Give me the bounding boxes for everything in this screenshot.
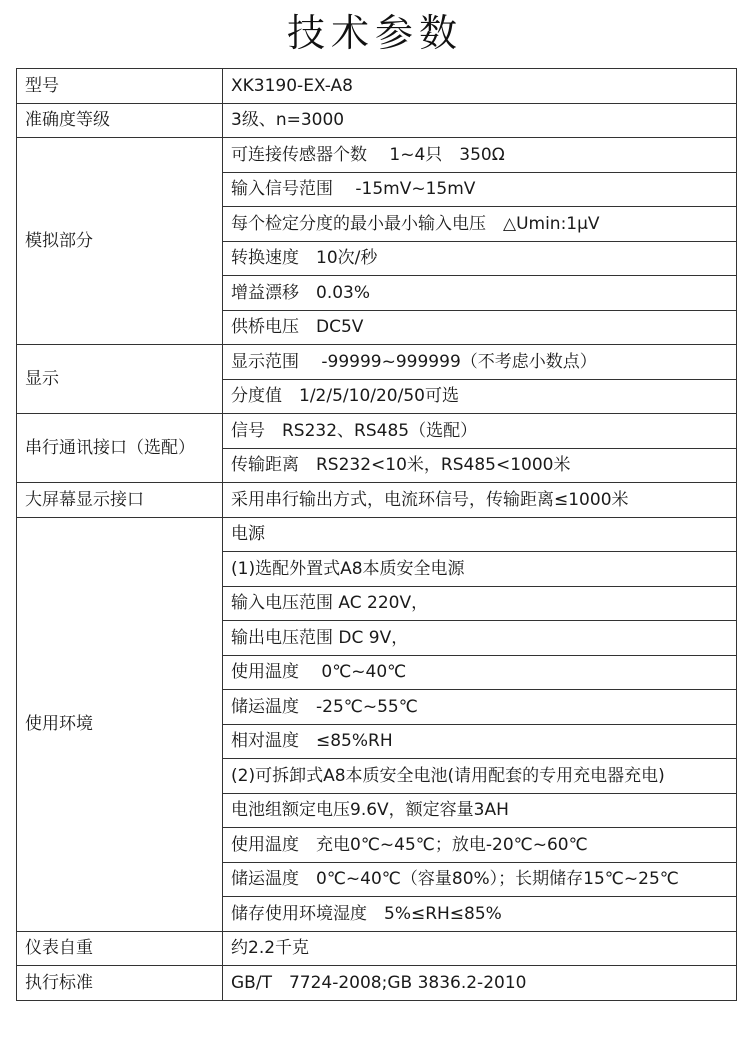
table-row	[17, 345, 737, 380]
row-label: 显示	[17, 345, 223, 414]
row-label: 模拟部分	[17, 138, 223, 345]
row-value: 增益漂移 0.03%	[223, 276, 737, 311]
row-label: 仪表自重	[17, 931, 223, 966]
row-value: (2)可拆卸式A8本质安全电池(请用配套的专用充电器充电)	[223, 759, 737, 794]
row-label: 大屏幕显示接口	[17, 483, 223, 518]
row-value: 使用温度 0℃~40℃	[223, 655, 737, 690]
table-row	[17, 931, 737, 966]
row-value: 使用温度 充电0℃~45℃；放电-20℃~60℃	[223, 828, 737, 863]
spec-table	[16, 68, 737, 1001]
row-value: (1)选配外置式A8本质安全电源	[223, 552, 737, 587]
row-value: 相对温度 ≤85%RH	[223, 724, 737, 759]
row-value: 分度值 1/2/5/10/20/50可选	[223, 379, 737, 414]
row-value: 储运温度 -25℃~55℃	[223, 690, 737, 725]
row-value: 转换速度 10次/秒	[223, 241, 737, 276]
row-label: 使用环境	[17, 517, 223, 931]
row-label: 串行通讯接口（选配）	[17, 414, 223, 483]
row-label: 执行标准	[17, 966, 223, 1001]
row-value: 传输距离 RS232<10米，RS485<1000米	[223, 448, 737, 483]
row-value: 可连接传感器个数 1~4只 350Ω	[223, 138, 737, 173]
row-value: XK3190-EX-A8	[223, 69, 737, 104]
row-label: 准确度等级	[17, 103, 223, 138]
row-value: 储存使用环境湿度 5%≤RH≤85%	[223, 897, 737, 932]
row-value: 输入信号范围 -15mV~15mV	[223, 172, 737, 207]
table-row	[17, 483, 737, 518]
row-value: 电池组额定电压9.6V，额定容量3AH	[223, 793, 737, 828]
row-value: GB/T 7724-2008;GB 3836.2-2010	[223, 966, 737, 1001]
table-row	[17, 138, 737, 173]
row-value: 显示范围 -99999~999999（不考虑小数点）	[223, 345, 737, 380]
row-value: 信号 RS232、RS485（选配）	[223, 414, 737, 449]
table-row	[17, 414, 737, 449]
row-value: 3级、n=3000	[223, 103, 737, 138]
row-value: 约2.2千克	[223, 931, 737, 966]
page-title: 技术参数	[286, 11, 463, 55]
row-value: 输入电压范围 AC 220V，	[223, 586, 737, 621]
row-value: 采用串行输出方式，电流环信号，传输距离≤1000米	[223, 483, 737, 518]
table-row	[17, 517, 737, 552]
table-row	[17, 103, 737, 138]
table-row	[17, 69, 737, 104]
table-row	[17, 966, 737, 1001]
row-value: 储运温度 0℃~40℃（容量80%）；长期储存15℃~25℃	[223, 862, 737, 897]
row-value: 电源	[223, 517, 737, 552]
row-label: 型号	[17, 69, 223, 104]
row-value: 输出电压范围 DC 9V，	[223, 621, 737, 656]
row-value: 每个检定分度的最小最小输入电压 △Umin:1μV	[223, 207, 737, 242]
row-value: 供桥电压 DC5V	[223, 310, 737, 345]
